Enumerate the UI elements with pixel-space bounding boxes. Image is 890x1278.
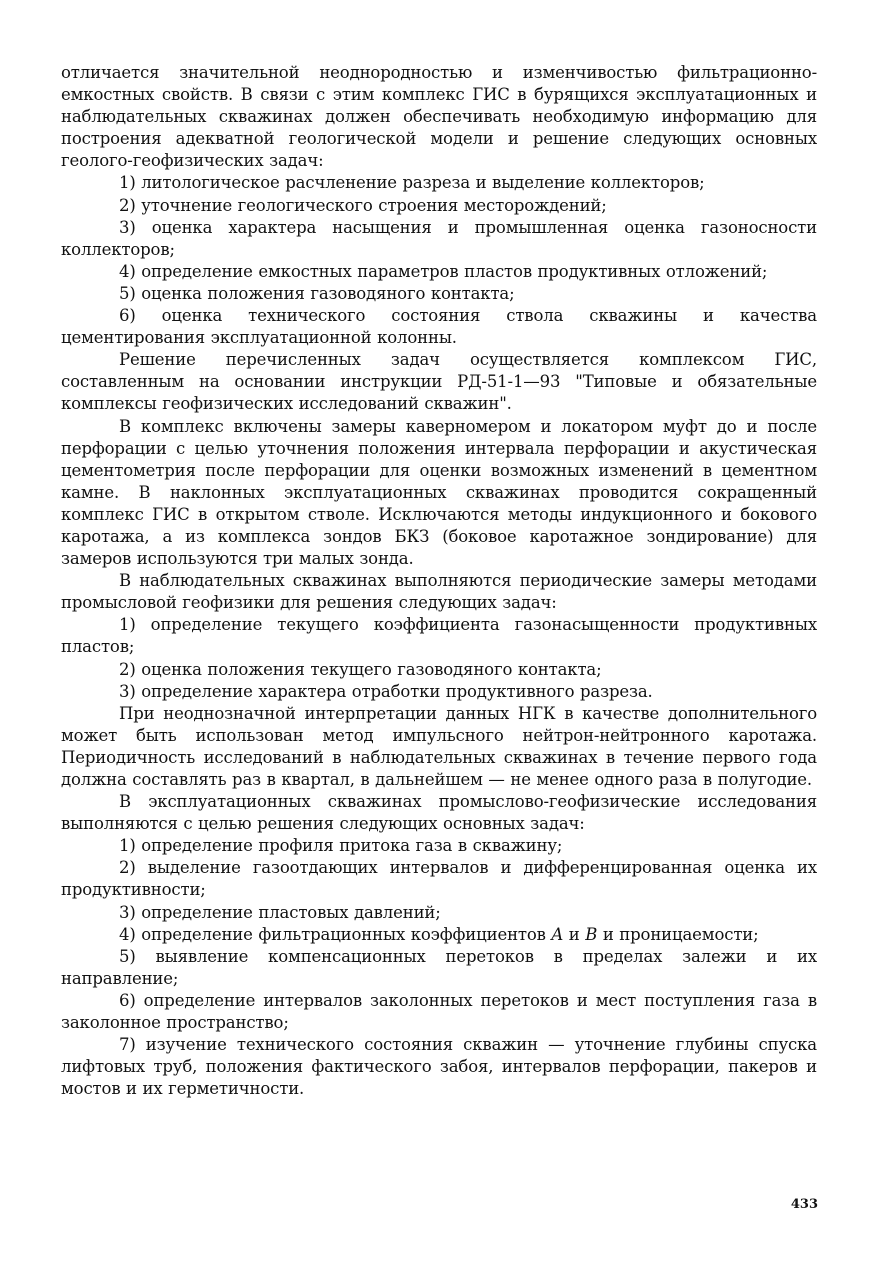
coefficient-symbol: A xyxy=(551,924,564,944)
task-list-item: 6) оценка технического состояния ствола скважины и качества цементирования эксплуатационной колонны. xyxy=(61,306,817,348)
paragraph: При неоднозначной интерпретации данных НГК в качестве дополнительного может быть использован метод импульсного нейтрон-нейтронного каротажа. Периодичность исследований в наблюдательных скважинах в течение первого года должна составлять раз в квартал, в дальнейшем — не менее одного раза в полугодие. xyxy=(61,703,817,789)
task-list-item: 1) определение текущего коэффициента газонасыщенности продуктивных пластов; xyxy=(61,615,817,657)
task-list-item: 1) литологическое расчленение разреза и выделение коллекторов; xyxy=(119,173,705,193)
paragraph: В комплекс включены замеры каверномером и локатором муфт до и после перфорации с целью уточнения положения интервала перфорации и акустическая цементометрия после перфорации для оценки возможных изменений в цементном камне. В наклонных эксплуатационных скважинах проводится сокращенный комплекс ГИС в открытом стволе. Исключаются методы индукционного и бокового каротажа, а из комплекса зондов БКЗ (боковое каротажное зондирование) для замеров используются три малых зонда. xyxy=(61,416,817,569)
task-list-item: 3) определение характера отработки продуктивного разреза. xyxy=(119,681,653,701)
task-list-item: 6) определение интервалов заколонных перетоков и мест поступления газа в заколонное пространство; xyxy=(61,990,817,1033)
task-list-item: 1) определение профиля притока газа в скважину; xyxy=(119,836,563,856)
body-text xyxy=(61,62,817,1100)
task-list-item: 4) определение емкостных параметров пластов продуктивных отложений; xyxy=(119,261,768,281)
page-number: 433 xyxy=(790,1197,818,1212)
task-list-item: 2) оценка положения текущего газоводяного контакта; xyxy=(119,659,602,679)
task-list-item: 5) оценка положения газоводяного контакта; xyxy=(119,283,515,303)
task-list-item: 5) выявление компенсационных перетоков в пределах залежи и их направление; xyxy=(61,946,817,988)
paragraph-intro: отличается значительной неоднородностью и изменчивостью фильтрационно-емкостных свойств. В связи с этим комплекс ГИС в бурящихся эксплуатационных и наблюдательных скважинах должен обеспечивать необходимую информацию для построения адекватной геологической модели и решение следующих основных геолого-геофизических задач: xyxy=(61,63,817,171)
task-list-item-coefficients: 4) определение фильтрационных коэффициентов A и B и проницаемости; xyxy=(119,924,759,944)
task-list-item: 3) оценка характера насыщения и промышленная оценка газоносности коллекторов; xyxy=(61,217,817,259)
paragraph: В наблюдательных скважинах выполняются периодические замеры методами промысловой геофизики для решения следующих задач: xyxy=(61,571,817,613)
task-list-item: 3) определение пластовых давлений; xyxy=(119,902,441,922)
paragraph: Решение перечисленных задач осуществляется комплексом ГИС, составленным на основании инструкции РД-51-1—93 "Типовые и обязательные комплексы геофизических исследований скважин". xyxy=(61,350,817,414)
task-list-item: 7) изучение технического состояния скважин — уточнение глубины спуска лифтовых труб, положения фактического забоя, интервалов перфорации, пакеров и мостов и их герметичности. xyxy=(61,1035,817,1099)
task-list-item: 2) уточнение геологического строения месторождений; xyxy=(119,195,607,215)
task-list-item: 2) выделение газоотдающих интервалов и дифференцированная оценка их продуктивности; xyxy=(61,858,817,900)
paragraph: В эксплуатационных скважинах промыслово-геофизические исследования выполняются с целью решения следующих основных задач: xyxy=(61,792,817,834)
coefficient-symbol: B xyxy=(585,924,598,944)
